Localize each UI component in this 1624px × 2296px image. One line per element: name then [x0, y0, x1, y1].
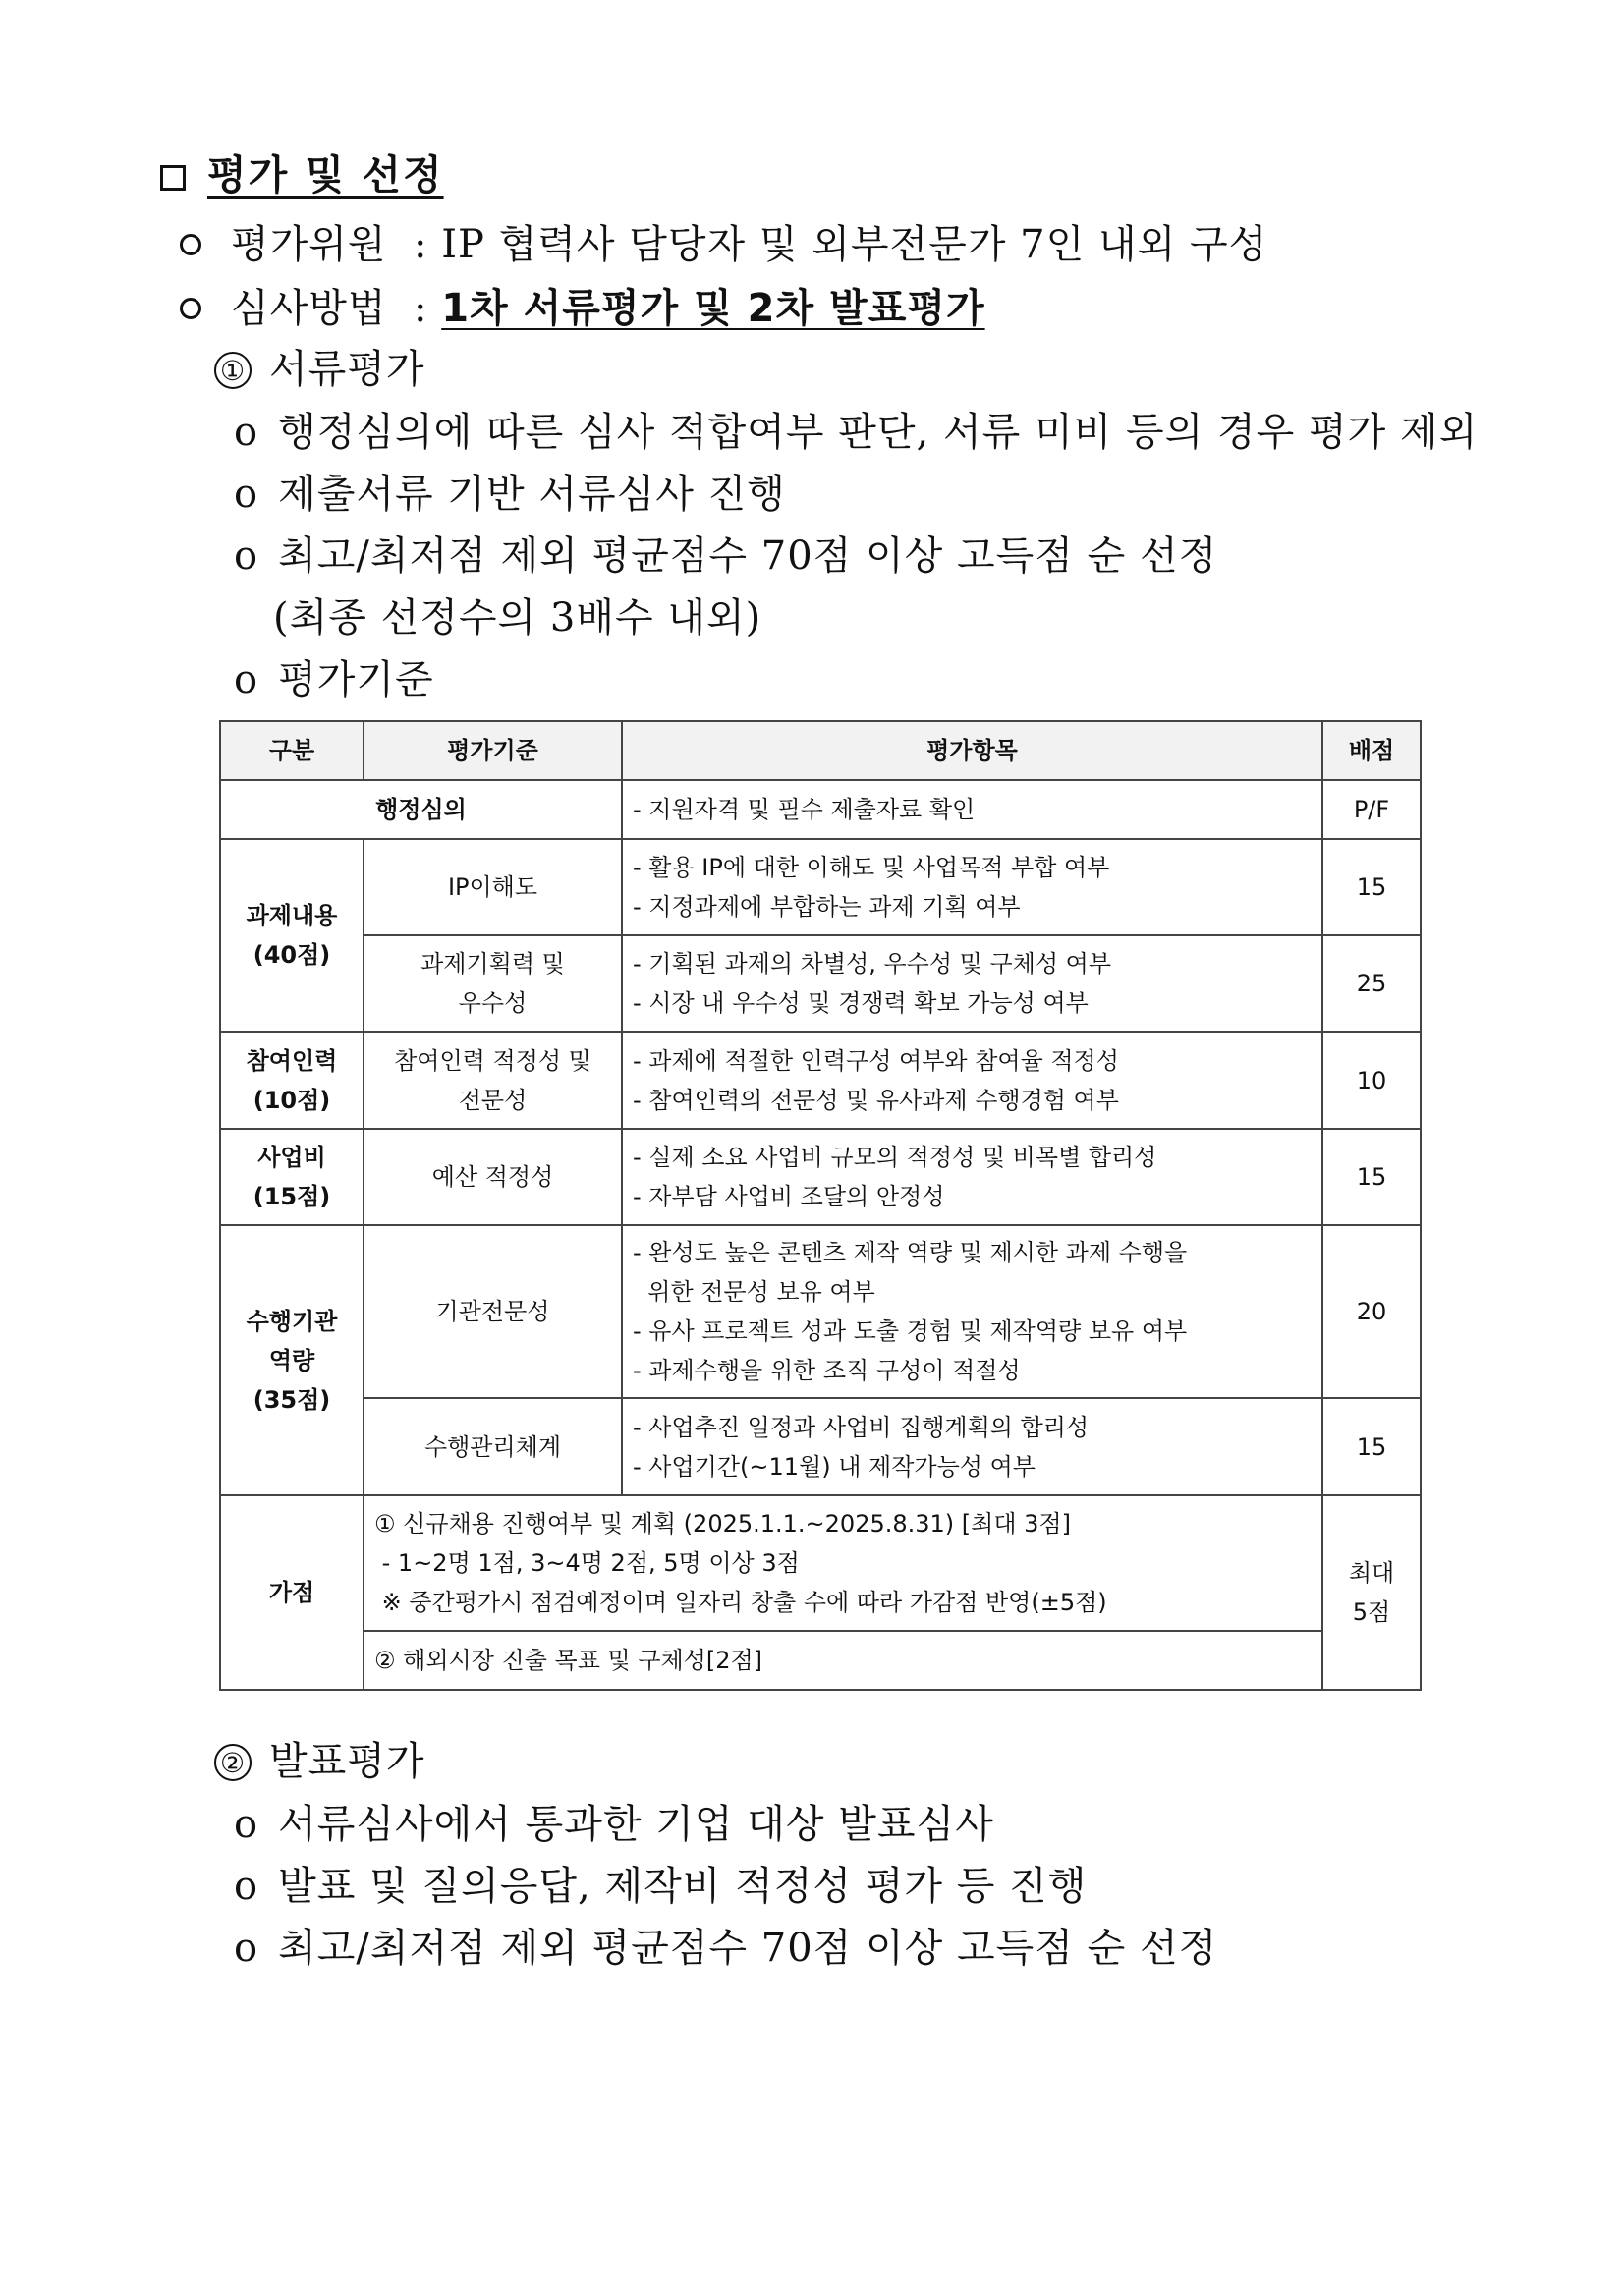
item-line: - 자부담 사업비 조달의 안정성 — [633, 1183, 945, 1210]
method-label: 심사방법 — [231, 286, 387, 331]
colon: : — [414, 286, 428, 331]
score-cell: 15 — [1322, 839, 1421, 935]
score-cell: 15 — [1322, 1129, 1421, 1225]
bullet-text: 행정심의에 따른 심사 적합여부 판단, 서류 미비 등의 경우 평가 제외 — [278, 410, 1479, 455]
items-cell — [622, 1398, 1322, 1495]
category-line: (40점) — [252, 941, 331, 969]
admin-item: - 지원자격 및 필수 제출자료 확인 — [622, 780, 1322, 839]
bonus-category: 가점 — [220, 1495, 364, 1690]
committee-label: 평가위원 — [231, 222, 387, 267]
bonus-item1-cell — [364, 1495, 1322, 1631]
table-row — [220, 1398, 1421, 1495]
section2-bullet — [234, 1802, 994, 1847]
circled-number-1: ① — [214, 352, 252, 389]
capability-category — [220, 1225, 364, 1495]
committee-line — [180, 222, 1268, 267]
evaluation-criteria-table — [219, 720, 1422, 1691]
item-line: - 지정과제에 부합하는 과제 기획 여부 — [633, 893, 1021, 921]
section-title-text: 평가 및 선정 — [207, 151, 444, 198]
items-cell — [622, 935, 1322, 1032]
admin-category: 행정심의 — [220, 780, 622, 839]
item-line: - 참여인력의 전문성 및 유사과제 수행경험 여부 — [633, 1086, 1119, 1114]
bullet-text: 제출서류 기반 서류심사 진행 — [278, 472, 786, 517]
item-line: - 실제 소요 사업비 규모의 적정성 및 비목별 합리성 — [633, 1144, 1157, 1171]
table-row — [220, 1495, 1421, 1631]
criterion-line: 우수성 — [458, 989, 528, 1017]
criterion-cell: 기관전문성 — [364, 1225, 622, 1398]
item-line: - 1~2명 1점, 3~4명 2점, 5명 이상 3점 — [374, 1549, 800, 1577]
criterion-cell — [364, 935, 622, 1032]
category-line: (10점) — [252, 1086, 331, 1114]
item-line: - 완성도 높은 콘텐츠 제작 역량 및 제시한 과제 수행을 — [633, 1239, 1188, 1266]
colon: : — [414, 222, 428, 267]
circled-number-2: ② — [214, 1744, 252, 1781]
bullet-text: 발표 및 질의응답, 제작비 적정성 평가 등 진행 — [278, 1864, 1088, 1909]
admin-score: P/F — [1322, 780, 1421, 839]
items-cell — [622, 1129, 1322, 1225]
item-line: - 시장 내 우수성 및 경쟁력 확보 가능성 여부 — [633, 989, 1089, 1017]
category-line: 사업비 — [257, 1144, 326, 1171]
item-line: ① 신규채용 진행여부 및 계획 (2025.1.1.~2025.8.31) [최대 3점] — [374, 1510, 1071, 1538]
section2-bullet — [234, 1926, 1218, 1971]
criterion-line: 전문성 — [458, 1086, 528, 1114]
criterion-cell — [364, 1032, 622, 1129]
score-line: 최대 — [1348, 1559, 1395, 1587]
table-row — [220, 935, 1421, 1032]
bullet-text: 서류심사에서 통과한 기업 대상 발표심사 — [278, 1802, 994, 1847]
section1-note: (최종 선정수의 3배수 내외) — [273, 595, 762, 641]
item-line: - 사업기간(~11월) 내 제작가능성 여부 — [633, 1452, 1036, 1481]
category-line: 과제내용 — [246, 902, 338, 929]
table-row — [220, 1631, 1421, 1690]
section2-heading — [214, 1739, 425, 1784]
table-header-row — [220, 721, 1421, 780]
header-criterion: 평가기준 — [364, 721, 622, 780]
bullet-text: 최고/최저점 제외 평균점수 70점 이상 고득점 순 선정 — [278, 1926, 1218, 1971]
item-line: ※ 중간평가시 점검예정이며 일자리 창출 수에 따라 가감점 반영(±5점) — [374, 1589, 1107, 1616]
table-row — [220, 1129, 1421, 1225]
items-cell — [622, 839, 1322, 935]
method-line — [180, 286, 985, 331]
score-cell: 25 — [1322, 935, 1421, 1032]
bullet-marker: o — [234, 1864, 259, 1909]
score-cell: 20 — [1322, 1225, 1421, 1398]
items-cell — [622, 1225, 1322, 1398]
circle-bullet-icon — [180, 298, 201, 319]
table-row — [220, 1032, 1421, 1129]
item-line: - 유사 프로젝트 성과 도출 경험 및 제작역량 보유 여부 — [633, 1317, 1188, 1345]
bullet-marker: o — [234, 410, 259, 455]
score-line: 5점 — [1352, 1598, 1391, 1626]
criterion-line: 과제기획력 및 — [420, 950, 565, 978]
section2-title: 발표평가 — [269, 1739, 425, 1784]
header-category: 구분 — [220, 721, 364, 780]
table-row — [220, 780, 1421, 839]
criterion-line: 참여인력 적정성 및 — [394, 1046, 591, 1075]
criterion-cell: 예산 적정성 — [364, 1129, 622, 1225]
section1-title: 서류평가 — [269, 347, 425, 392]
bullet-text: 최고/최저점 제외 평균점수 70점 이상 고득점 순 선정 — [278, 533, 1218, 579]
category-line: (35점) — [252, 1385, 331, 1414]
category-line: 역량 — [268, 1346, 315, 1374]
bullet-marker: o — [234, 1926, 259, 1971]
circle-bullet-icon — [180, 234, 201, 255]
bullet-marker: o — [234, 1802, 259, 1847]
budget-category — [220, 1129, 364, 1225]
item-line: - 사업추진 일정과 사업비 집행계획의 합리성 — [633, 1413, 1090, 1441]
table-row — [220, 839, 1421, 935]
section1-bullet — [234, 657, 434, 702]
section-title — [160, 151, 444, 198]
bullet-marker: o — [234, 657, 259, 702]
header-item: 평가항목 — [622, 721, 1322, 780]
item-line: - 기획된 과제의 차별성, 우수성 및 구체성 여부 — [633, 950, 1112, 978]
checkbox-square-icon — [160, 165, 186, 191]
bonus-score — [1322, 1495, 1421, 1690]
section2-bullet — [234, 1864, 1088, 1909]
bonus-item2-cell: ② 해외시장 진출 목표 및 구체성[2점] — [364, 1631, 1322, 1690]
item-line: - 활용 IP에 대한 이해도 및 사업목적 부합 여부 — [633, 854, 1110, 881]
method-text: 1차 서류평가 및 2차 발표평가 — [441, 286, 985, 331]
section1-bullet — [234, 533, 1218, 579]
criterion-cell: IP이해도 — [364, 839, 622, 935]
category-line: 참여인력 — [246, 1046, 338, 1075]
bullet-marker: o — [234, 472, 259, 517]
items-cell — [622, 1032, 1322, 1129]
score-cell: 15 — [1322, 1398, 1421, 1495]
section1-bullet — [234, 472, 786, 517]
header-score: 배점 — [1322, 721, 1421, 780]
staff-category — [220, 1032, 364, 1129]
section1-bullet — [234, 410, 1479, 455]
criteria-label: 평가기준 — [278, 657, 434, 702]
category-line: (15점) — [252, 1183, 331, 1210]
criterion-cell: 수행관리체계 — [364, 1398, 622, 1495]
content-category — [220, 839, 364, 1032]
category-line: 수행기관 — [246, 1307, 338, 1335]
score-cell: 10 — [1322, 1032, 1421, 1129]
committee-text: IP 협력사 담당자 및 외부전문가 7인 내외 구성 — [441, 222, 1268, 267]
item-line: - 과제수행을 위한 조직 구성이 적절성 — [633, 1357, 1021, 1384]
table-row — [220, 1225, 1421, 1398]
section1-heading — [214, 347, 425, 392]
bullet-marker: o — [234, 533, 259, 579]
item-line: 위한 전문성 보유 여부 — [633, 1278, 875, 1306]
item-line: - 과제에 적절한 인력구성 여부와 참여율 적정성 — [633, 1046, 1119, 1075]
